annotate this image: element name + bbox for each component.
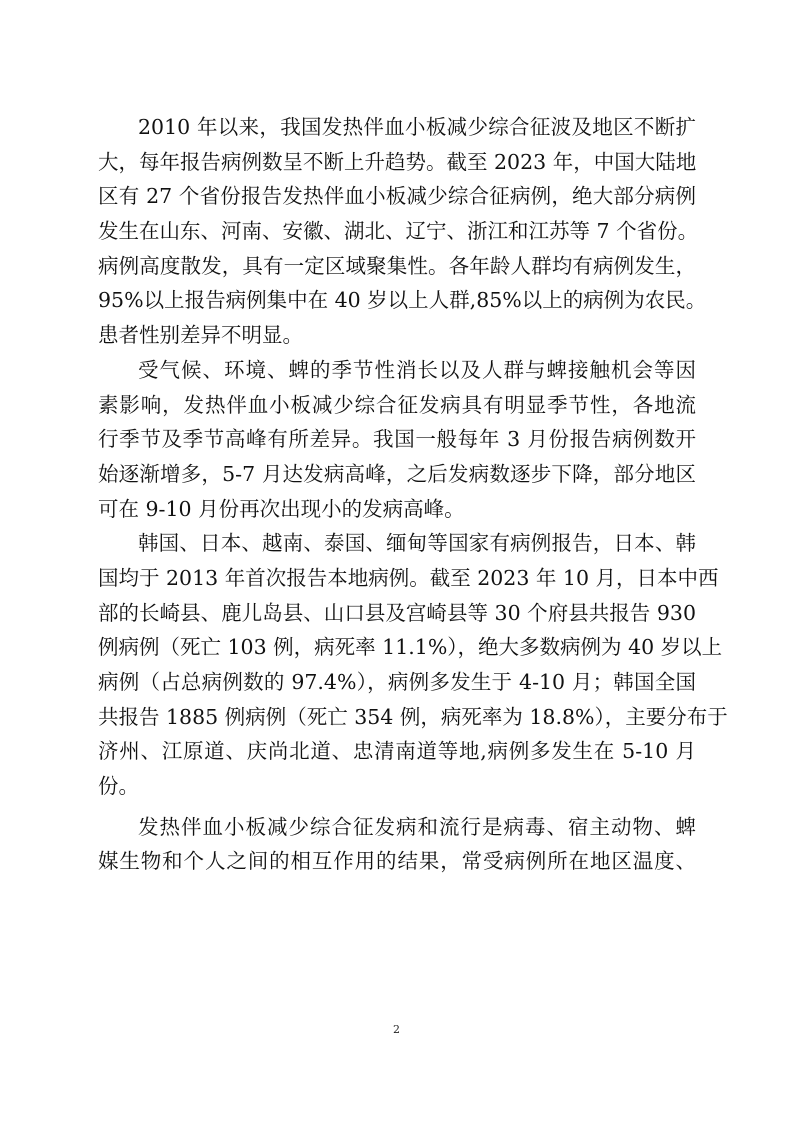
paragraph-2: [98, 353, 696, 526]
text-line: 发生在山东、河南、安徽、湖北、辽宁、浙江和江苏等 7 个省份。: [98, 219, 699, 244]
text-line: 例病例（死亡 103 例，病死率 11.1%），绝大多数病例为 40 岁以上: [98, 635, 723, 660]
text-line: 部的长崎县、鹿儿岛县、山口县及宫崎县等 30 个府县共报告 930: [98, 600, 696, 625]
text-line: 患者性别差异不明显。: [98, 323, 303, 348]
text-line: 病例高度散发，具有一定区域聚集性。各年龄人群均有病例发生，: [98, 253, 696, 278]
paragraph-3: [98, 526, 728, 804]
text-line: 共报告 1885 例病例（死亡 354 例，病死率为 18.8%），主要分布于: [98, 704, 728, 729]
paragraph-1: [98, 110, 707, 353]
document-body: [98, 110, 728, 879]
text-line: 行季节及季节高峰有所差异。我国一般每年 3 月份报告病例数开: [98, 427, 696, 452]
text-line: 份。: [98, 774, 139, 799]
text-line: 发热伴血小板减少综合征发病和流行是病毒、宿主动物、蜱: [138, 814, 696, 839]
text-line: 大，每年报告病例数呈不断上升趋势。截至 2023 年，中国大陆地: [98, 149, 697, 174]
text-line: 区有 27 个省份报告发热伴血小板减少综合征病例，绝大部分病例: [98, 184, 696, 209]
text-line: 病例（占总病例数的 97.4%），病例多发生于 4-10 月；韩国全国: [98, 670, 696, 694]
paragraph-4: [98, 810, 696, 879]
text-line: 媒生物和个人之间的相互作用的结果，常受病例所在地区温度、: [98, 849, 696, 874]
text-line: 2010 年以来，我国发热伴血小板减少综合征波及地区不断扩: [138, 115, 696, 139]
text-line: 素影响，发热伴血小板减少综合征发病具有明显季节性，各地流: [98, 392, 696, 417]
page-number: 2: [393, 1023, 400, 1036]
text-line: 可在 9-10 月份再次出现小的发病高峰。: [98, 496, 465, 521]
text-line: 国均于 2013 年首次报告本地病例。截至 2023 年 10 月，日本中西: [98, 565, 719, 590]
text-line: 95%以上报告病例集中在 40 岁以上人群,85%以上的病例为农民。: [98, 288, 707, 313]
text-line: 始逐渐增多，5-7 月达发病高峰，之后发病数逐步下降，部分地区: [98, 461, 696, 486]
text-line: 济州、江原道、庆尚北道、忠清南道等地,病例多发生在 5-10 月: [98, 739, 696, 764]
text-line: 韩国、日本、越南、泰国、缅甸等国家有病例报告，日本、韩: [138, 531, 696, 556]
text-line: 受气候、环境、蜱的季节性消长以及人群与蜱接触机会等因: [138, 357, 696, 382]
